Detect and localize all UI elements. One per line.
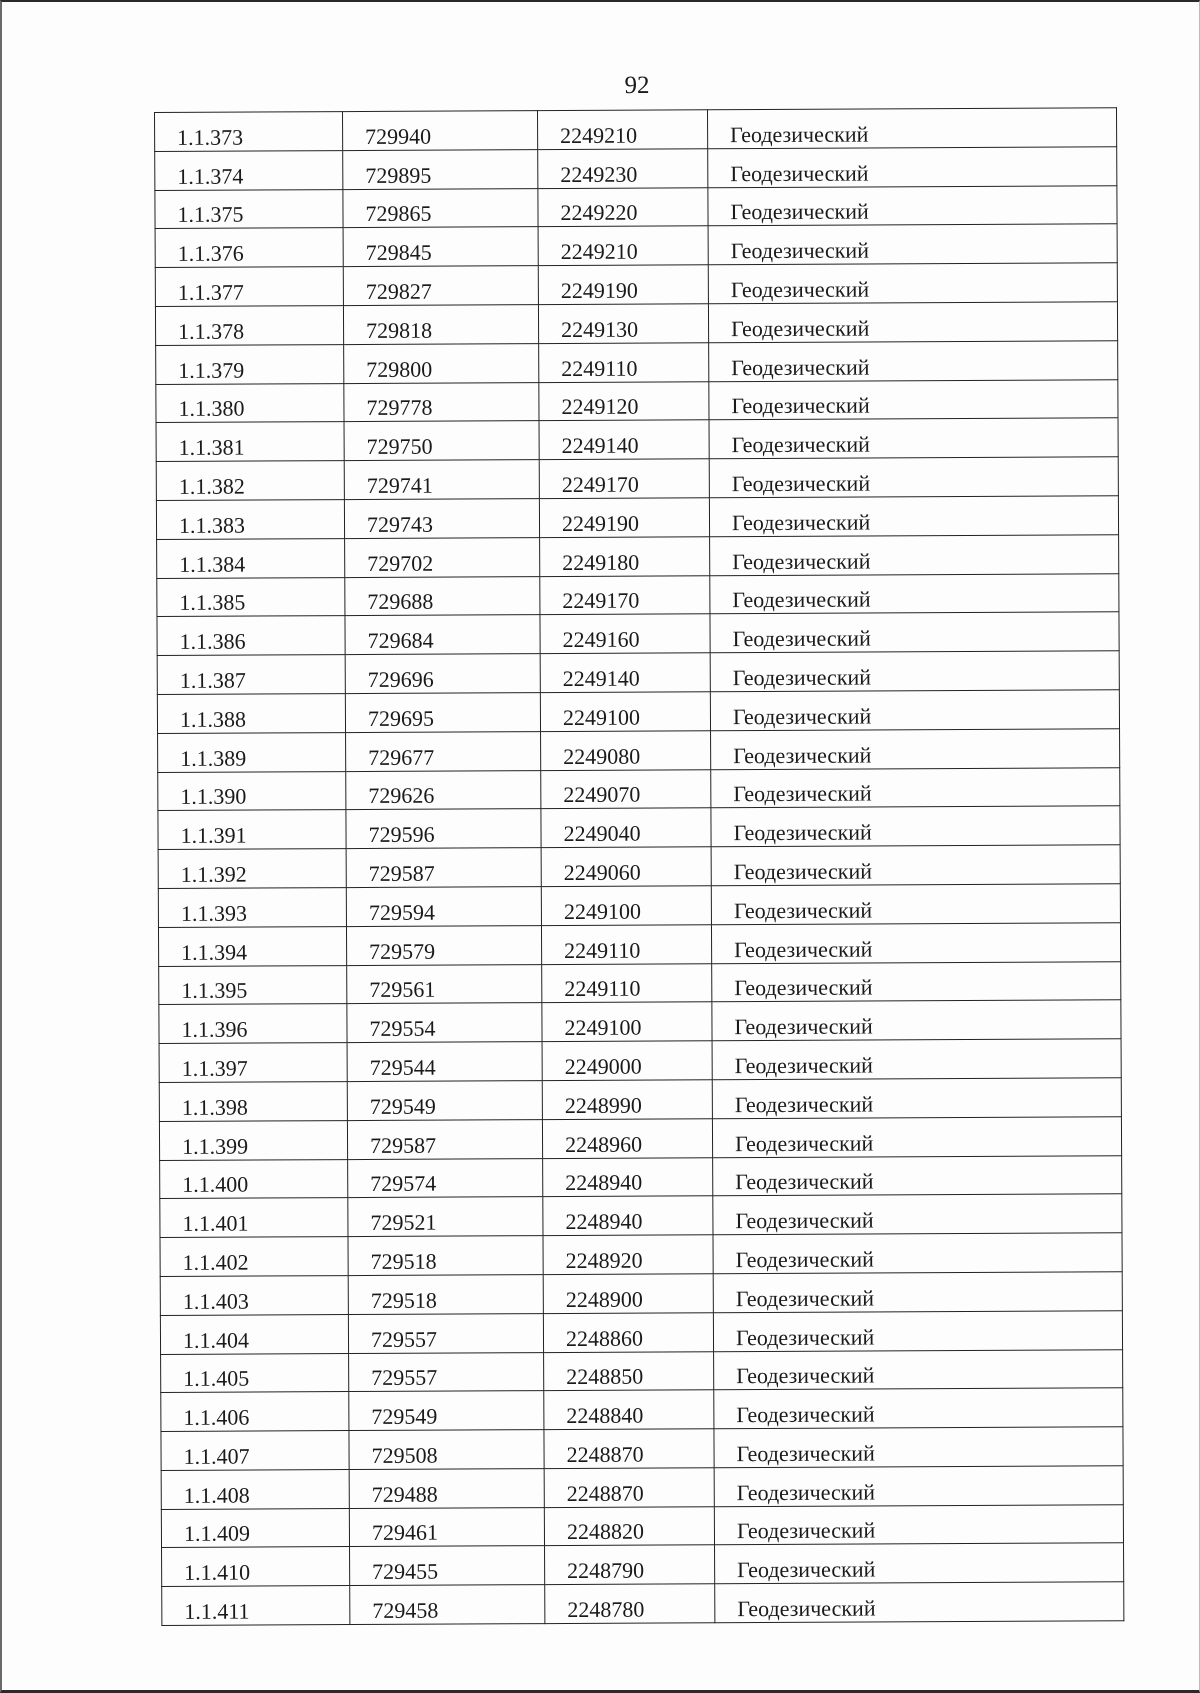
y-coordinate-cell: 2249210 [537, 110, 707, 150]
table-row [155, 263, 1117, 306]
table-row [155, 185, 1117, 228]
point-number-cell: 1.1.374 [155, 150, 343, 190]
point-number-cell: 1.1.381 [156, 422, 344, 462]
y-coordinate-cell: 2249070 [541, 769, 711, 809]
x-coordinate-cell: 729778 [344, 382, 539, 422]
table-row [160, 1233, 1122, 1276]
table-row [159, 1039, 1121, 1082]
y-coordinate-cell: 2249110 [542, 963, 712, 1003]
method-cell: Геодезический [709, 457, 1118, 498]
x-coordinate-cell: 729579 [346, 925, 541, 965]
x-coordinate-cell: 729521 [348, 1197, 543, 1237]
table-row [159, 1078, 1121, 1121]
table-row [162, 1543, 1124, 1586]
method-cell: Геодезический [711, 923, 1120, 964]
point-number-cell: 1.1.379 [156, 344, 344, 384]
method-cell: Геодезический [712, 1000, 1121, 1041]
method-cell: Геодезический [714, 1466, 1123, 1507]
x-coordinate-cell: 729554 [347, 1003, 542, 1043]
x-coordinate-cell: 729518 [348, 1275, 543, 1315]
x-coordinate-cell: 729750 [344, 421, 539, 461]
point-number-cell: 1.1.385 [157, 577, 345, 617]
point-number-cell: 1.1.408 [161, 1469, 349, 1509]
method-cell: Геодезический [709, 379, 1118, 420]
y-coordinate-cell: 2249130 [538, 304, 708, 344]
point-number-cell: 1.1.394 [158, 926, 346, 966]
table-row [157, 535, 1119, 578]
x-coordinate-cell: 729865 [343, 188, 538, 228]
y-coordinate-cell: 2248840 [544, 1390, 714, 1430]
y-coordinate-cell: 2249100 [540, 692, 710, 732]
point-number-cell: 1.1.382 [156, 461, 344, 501]
table-row [156, 341, 1118, 384]
method-cell: Геодезический [712, 961, 1121, 1002]
point-number-cell: 1.1.393 [158, 888, 346, 928]
x-coordinate-cell: 729461 [349, 1507, 544, 1547]
x-coordinate-cell: 729549 [349, 1391, 544, 1431]
x-coordinate-cell: 729508 [349, 1430, 544, 1470]
y-coordinate-cell: 2248900 [543, 1274, 713, 1314]
point-number-cell: 1.1.397 [159, 1043, 347, 1083]
y-coordinate-cell: 2249170 [539, 459, 709, 499]
method-cell: Геодезический [713, 1155, 1122, 1196]
method-cell: Геодезический [712, 1078, 1121, 1119]
x-coordinate-cell: 729696 [345, 654, 540, 694]
y-coordinate-cell: 2249080 [541, 731, 711, 771]
method-cell: Геодезический [708, 185, 1117, 226]
table-row [158, 806, 1120, 849]
method-cell: Геодезический [708, 224, 1117, 265]
y-coordinate-cell: 2248850 [544, 1351, 714, 1391]
table-row [162, 1582, 1124, 1625]
method-cell: Геодезический [711, 767, 1120, 808]
point-number-cell: 1.1.383 [156, 500, 344, 540]
x-coordinate-cell: 729827 [343, 266, 538, 306]
y-coordinate-cell: 2249230 [538, 149, 708, 189]
point-number-cell: 1.1.404 [160, 1314, 348, 1354]
page-number: 92 [624, 72, 650, 99]
point-number-cell: 1.1.375 [155, 189, 343, 229]
x-coordinate-cell: 729940 [343, 111, 538, 151]
coordinates-table-body [155, 108, 1124, 1626]
method-cell: Геодезический [712, 1117, 1121, 1158]
y-coordinate-cell: 2248790 [545, 1545, 715, 1585]
point-number-cell: 1.1.380 [156, 383, 344, 423]
y-coordinate-cell: 2249140 [539, 420, 709, 460]
point-number-cell: 1.1.388 [157, 694, 345, 734]
point-number-cell: 1.1.387 [157, 655, 345, 695]
y-coordinate-cell: 2249000 [542, 1041, 712, 1081]
table-row [157, 612, 1119, 655]
method-cell: Геодезический [715, 1582, 1124, 1623]
point-number-cell: 1.1.409 [161, 1508, 349, 1548]
method-cell: Геодезический [710, 690, 1119, 731]
y-coordinate-cell: 2248860 [543, 1312, 713, 1352]
y-coordinate-cell: 2249100 [541, 886, 711, 926]
x-coordinate-cell: 729549 [347, 1081, 542, 1121]
table-row [160, 1194, 1122, 1237]
y-coordinate-cell: 2249190 [539, 498, 709, 538]
y-coordinate-cell: 2248990 [542, 1080, 712, 1120]
y-coordinate-cell: 2249110 [539, 343, 709, 383]
y-coordinate-cell: 2249190 [538, 265, 708, 305]
y-coordinate-cell: 2249220 [538, 187, 708, 227]
y-coordinate-cell: 2249040 [541, 808, 711, 848]
table-row [155, 108, 1117, 151]
y-coordinate-cell: 2248820 [544, 1506, 714, 1546]
table-row [156, 379, 1118, 422]
y-coordinate-cell: 2248940 [543, 1196, 713, 1236]
y-coordinate-cell: 2249160 [540, 614, 710, 654]
method-cell: Геодезический [709, 418, 1118, 459]
method-cell: Геодезический [712, 1039, 1121, 1080]
point-number-cell: 1.1.373 [155, 112, 343, 152]
point-number-cell: 1.1.377 [155, 267, 343, 307]
method-cell: Геодезический [710, 651, 1119, 692]
method-cell: Геодезический [709, 341, 1118, 382]
x-coordinate-cell: 729587 [346, 848, 541, 888]
table-row [161, 1466, 1123, 1509]
point-number-cell: 1.1.400 [160, 1159, 348, 1199]
method-cell: Геодезический [714, 1427, 1123, 1468]
x-coordinate-cell: 729677 [346, 731, 541, 771]
x-coordinate-cell: 729702 [345, 537, 540, 577]
method-cell: Геодезический [714, 1388, 1123, 1429]
point-number-cell: 1.1.411 [162, 1586, 350, 1626]
x-coordinate-cell: 729818 [343, 305, 538, 345]
table-row [160, 1310, 1122, 1353]
table-row [159, 961, 1121, 1004]
x-coordinate-cell: 729695 [345, 693, 540, 733]
method-cell: Геодезический [708, 263, 1117, 304]
point-number-cell: 1.1.384 [157, 538, 345, 578]
point-number-cell: 1.1.410 [162, 1547, 350, 1587]
method-cell: Геодезический [709, 496, 1118, 537]
method-cell: Геодезический [710, 573, 1119, 614]
y-coordinate-cell: 2248940 [543, 1157, 713, 1197]
point-number-cell: 1.1.395 [159, 965, 347, 1005]
method-cell: Геодезический [711, 729, 1120, 770]
x-coordinate-cell: 729574 [348, 1158, 543, 1198]
method-cell: Геодезический [711, 884, 1120, 925]
x-coordinate-cell: 729743 [344, 499, 539, 539]
method-cell: Геодезический [711, 845, 1120, 886]
table-row [161, 1504, 1123, 1547]
table-row [161, 1388, 1123, 1431]
table-row [161, 1427, 1123, 1470]
x-coordinate-cell: 729594 [346, 887, 541, 927]
method-cell: Геодезический [707, 108, 1116, 149]
table-row [156, 457, 1118, 500]
method-cell: Геодезический [710, 535, 1119, 576]
table-row [160, 1155, 1122, 1198]
table-row [155, 147, 1117, 190]
table-row [159, 1117, 1121, 1160]
x-coordinate-cell: 729800 [344, 343, 539, 383]
table-row [158, 923, 1120, 966]
x-coordinate-cell: 729488 [349, 1469, 544, 1509]
table-row [156, 496, 1118, 539]
x-coordinate-cell: 729587 [347, 1119, 542, 1159]
table-row [159, 1000, 1121, 1043]
point-number-cell: 1.1.392 [158, 849, 346, 889]
table-row [160, 1272, 1122, 1315]
x-coordinate-cell: 729688 [345, 576, 540, 616]
x-coordinate-cell: 729455 [350, 1546, 545, 1586]
point-number-cell: 1.1.407 [161, 1431, 349, 1471]
method-cell: Геодезический [714, 1504, 1123, 1545]
point-number-cell: 1.1.396 [159, 1004, 347, 1044]
x-coordinate-cell: 729596 [346, 809, 541, 849]
x-coordinate-cell: 729561 [347, 964, 542, 1004]
x-coordinate-cell: 729518 [348, 1236, 543, 1276]
y-coordinate-cell: 2249100 [542, 1002, 712, 1042]
point-number-cell: 1.1.376 [155, 228, 343, 268]
point-number-cell: 1.1.389 [158, 732, 346, 772]
table-row [158, 884, 1120, 927]
table-row [161, 1349, 1123, 1392]
method-cell: Геодезический [710, 612, 1119, 653]
x-coordinate-cell: 729895 [343, 149, 538, 189]
table-row [155, 302, 1117, 345]
point-number-cell: 1.1.391 [158, 810, 346, 850]
method-cell: Геодезический [713, 1272, 1122, 1313]
point-number-cell: 1.1.403 [160, 1275, 348, 1315]
table-row [157, 573, 1119, 616]
y-coordinate-cell: 2249210 [538, 226, 708, 266]
y-coordinate-cell: 2249140 [540, 653, 710, 693]
x-coordinate-cell: 729557 [349, 1352, 544, 1392]
method-cell: Геодезический [708, 147, 1117, 188]
point-number-cell: 1.1.399 [159, 1120, 347, 1160]
table-row [158, 845, 1120, 888]
x-coordinate-cell: 729741 [344, 460, 539, 500]
method-cell: Геодезический [711, 806, 1120, 847]
y-coordinate-cell: 2249180 [540, 537, 710, 577]
y-coordinate-cell: 2249110 [541, 925, 711, 965]
point-number-cell: 1.1.398 [159, 1081, 347, 1121]
x-coordinate-cell: 729684 [345, 615, 540, 655]
point-number-cell: 1.1.401 [160, 1198, 348, 1238]
x-coordinate-cell: 729458 [350, 1585, 545, 1625]
table-row [157, 690, 1119, 733]
y-coordinate-cell: 2249120 [539, 381, 709, 421]
x-coordinate-cell: 729626 [346, 770, 541, 810]
table-row [158, 729, 1120, 772]
y-coordinate-cell: 2248870 [544, 1468, 714, 1508]
table-row [155, 224, 1117, 267]
coordinates-table [154, 107, 1124, 1626]
method-cell: Геодезический [714, 1349, 1123, 1390]
method-cell: Геодезический [713, 1233, 1122, 1274]
method-cell: Геодезический [713, 1194, 1122, 1235]
method-cell: Геодезический [715, 1543, 1124, 1584]
point-number-cell: 1.1.406 [161, 1392, 349, 1432]
point-number-cell: 1.1.402 [160, 1237, 348, 1277]
point-number-cell: 1.1.405 [161, 1353, 349, 1393]
method-cell: Геодезический [713, 1310, 1122, 1351]
method-cell: Геодезический [708, 302, 1117, 343]
point-number-cell: 1.1.386 [157, 616, 345, 656]
y-coordinate-cell: 2248780 [545, 1584, 715, 1624]
table-row [158, 767, 1120, 810]
x-coordinate-cell: 729544 [347, 1042, 542, 1082]
y-coordinate-cell: 2248960 [542, 1119, 712, 1159]
table-row [156, 418, 1118, 461]
table-row [157, 651, 1119, 694]
y-coordinate-cell: 2248870 [544, 1429, 714, 1469]
y-coordinate-cell: 2249060 [541, 847, 711, 887]
y-coordinate-cell: 2249170 [540, 575, 710, 615]
point-number-cell: 1.1.378 [155, 306, 343, 346]
x-coordinate-cell: 729845 [343, 227, 538, 267]
x-coordinate-cell: 729557 [348, 1313, 543, 1353]
y-coordinate-cell: 2248920 [543, 1235, 713, 1275]
point-number-cell: 1.1.390 [158, 771, 346, 811]
